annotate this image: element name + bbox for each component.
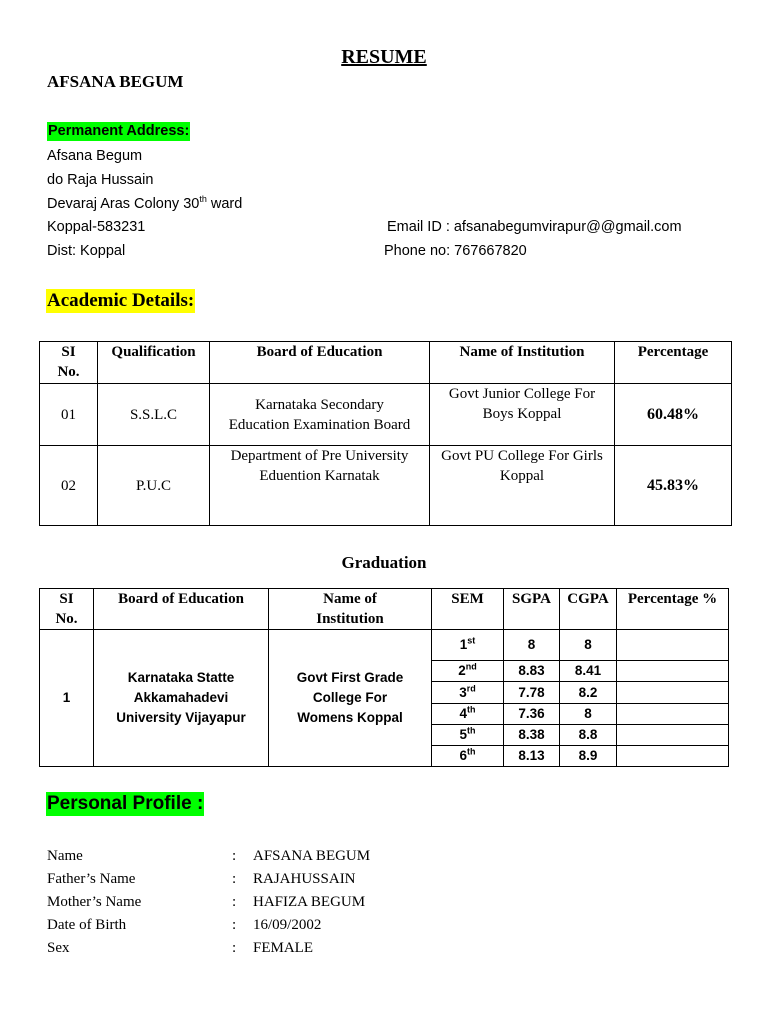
header-si-no: SI No. [40, 589, 94, 630]
header-percentage: Percentage [615, 342, 732, 384]
sgpa-cell: 7.36 [504, 704, 560, 725]
page-title: RESUME [341, 46, 427, 68]
si-cell: 02 [40, 446, 98, 526]
sgpa-cell: 8 [504, 630, 560, 661]
percentage-cell [617, 746, 729, 767]
sem-cell: 2nd [432, 661, 504, 682]
table-row [40, 446, 732, 526]
percentage-cell [617, 725, 729, 746]
qualification-cell: P.U.C [98, 446, 210, 526]
percentage-cell: 60.48% [615, 384, 732, 446]
graduation-table [39, 588, 729, 767]
candidate-name: AFSANA BEGUM [47, 72, 184, 91]
profile-value: AFSANA BEGUM [253, 848, 371, 864]
sgpa-cell: 8.83 [504, 661, 560, 682]
graduation-header-row [40, 589, 729, 630]
profile-colon: : [232, 848, 237, 864]
header-board: Board of Education [94, 589, 269, 630]
profile-label: Sex [47, 940, 70, 956]
personal-profile-heading: Personal Profile : [47, 793, 204, 814]
sgpa-cell: 7.78 [504, 682, 560, 704]
academic-header-row [40, 342, 732, 384]
cgpa-cell: 8.2 [560, 682, 617, 704]
sgpa-cell: 8.13 [504, 746, 560, 767]
qualification-cell: S.S.L.C [98, 384, 210, 446]
sem-cell: 1st [432, 630, 504, 661]
header-institution: Name of Institution [269, 589, 432, 630]
table-row [40, 630, 729, 661]
address-line: Koppal-583231 [47, 219, 146, 235]
table-row [40, 384, 732, 446]
profile-label: Date of Birth [47, 917, 127, 933]
sem-cell: 5th [432, 725, 504, 746]
profile-label: Name [47, 848, 83, 864]
cgpa-cell: 8 [560, 630, 617, 661]
permanent-address-heading: Permanent Address: [48, 123, 190, 139]
graduation-heading: Graduation [341, 553, 427, 572]
profile-value: RAJAHUSSAIN [253, 871, 356, 887]
institution-cell: Govt First Grade College For Womens Koppal [269, 630, 432, 767]
percentage-cell: 45.83% [615, 446, 732, 526]
header-cgpa: CGPA [560, 589, 617, 630]
sem-cell: 6th [432, 746, 504, 767]
profile-colon: : [232, 894, 237, 910]
address-line: Dist: Koppal [47, 243, 126, 259]
board-cell: Karnataka Statte Akkamahadevi University Vijayapur [94, 630, 269, 767]
profile-label: Mother’s Name [47, 894, 142, 910]
institution-cell: Govt Junior College For Boys Koppal [430, 384, 615, 446]
si-cell: 1 [40, 630, 94, 767]
cgpa-cell: 8.8 [560, 725, 617, 746]
profile-colon: : [232, 871, 237, 887]
percentage-cell [617, 630, 729, 661]
email-text: Email ID : afsanabegumvirapur@@gmail.com [387, 219, 682, 235]
percentage-cell [617, 704, 729, 725]
header-institution: Name of Institution [430, 342, 615, 384]
address-line: Afsana Begum [47, 148, 143, 164]
academic-table [39, 341, 732, 526]
cgpa-cell: 8 [560, 704, 617, 725]
profile-colon: : [232, 940, 237, 956]
header-qualification: Qualification [98, 342, 210, 384]
percentage-cell [617, 682, 729, 704]
percentage-cell [617, 661, 729, 682]
sem-cell: 4th [432, 704, 504, 725]
profile-label: Father’s Name [47, 871, 136, 887]
header-percentage: Percentage % [617, 589, 729, 630]
cgpa-cell: 8.41 [560, 661, 617, 682]
sem-cell: 3rd [432, 682, 504, 704]
header-sem: SEM [432, 589, 504, 630]
profile-value: 16/09/2002 [253, 917, 322, 933]
address-line: do Raja Hussain [47, 172, 154, 188]
sgpa-cell: 8.38 [504, 725, 560, 746]
institution-cell: Govt PU College For Girls Koppal [430, 446, 615, 526]
profile-value: HAFIZA BEGUM [253, 894, 366, 910]
board-cell: Karnataka Secondary Education Examination Board [210, 384, 430, 446]
address-line-ward: Devaraj Aras Colony 30th ward [47, 194, 243, 212]
board-cell: Department of Pre University Eduention Karnatak [210, 446, 430, 526]
profile-value: FEMALE [253, 940, 313, 956]
si-cell: 01 [40, 384, 98, 446]
phone-text: Phone no: 767667820 [384, 243, 527, 259]
header-board: Board of Education [210, 342, 430, 384]
header-sgpa: SGPA [504, 589, 560, 630]
academic-details-heading: Academic Details: [47, 290, 195, 311]
profile-colon: : [232, 917, 237, 933]
header-si-no: SI No. [40, 342, 98, 384]
cgpa-cell: 8.9 [560, 746, 617, 767]
